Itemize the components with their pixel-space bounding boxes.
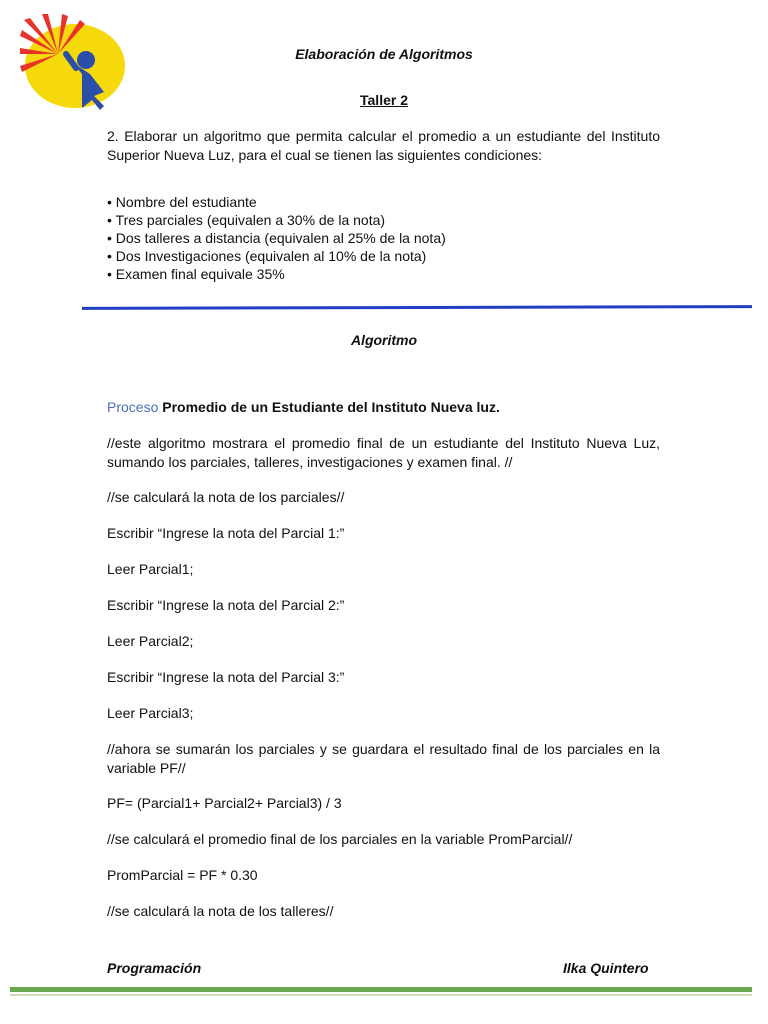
footer-author: Ilka Quintero (563, 960, 649, 976)
footer-bar-shadow (10, 994, 752, 996)
footer-bar (10, 987, 752, 992)
condition-item: • Dos Investigaciones (equivalen al 10% de la nota) (107, 248, 427, 264)
problem-statement: 2. Elaborar un algoritmo que permita calcular el promedio a un estudiante del Instituto Superior Nueva Luz, para el cual se tienen las siguientes condiciones: (107, 128, 660, 163)
code-comment-intro: //este algoritmo mostrara el promedio final de un estudiante del Instituto Nueva Luz, sumando los parciales, talleres, investigaciones y examen final. // (107, 435, 660, 470)
code-write-parcial2: Escribir “Ingrese la nota del Parcial 2:” (107, 597, 345, 613)
document-title: Elaboración de Algoritmos (295, 46, 473, 62)
section-title: Algoritmo (350, 332, 418, 348)
condition-item: • Examen final equivale 35% (107, 266, 285, 282)
workshop-title: Taller 2 (360, 92, 408, 108)
code-comment-sum: //ahora se sumarán los parciales y se guardara el resultado final de los parciales en la variable PF// (107, 741, 660, 776)
code-write-parcial1: Escribir “Ingrese la nota del Parcial 1:” (107, 525, 345, 541)
code-write-parcial3: Escribir “Ingrese la nota del Parcial 3:” (107, 669, 345, 685)
code-read-parcial1: Leer Parcial1; (107, 561, 194, 577)
process-header (107, 398, 500, 417)
process-name: Promedio de un Estudiante del Instituto Nueva luz. (162, 399, 500, 415)
code-comment-prom: //se calculará el promedio final de los parciales en la variable PromParcial// (107, 831, 573, 847)
process-keyword: Proceso (107, 399, 159, 415)
code-assign-prom: PromParcial = PF * 0.30 (107, 867, 258, 883)
code-assign-pf: PF= (Parcial1+ Parcial2+ Parcial3) / 3 (107, 795, 342, 811)
conditions-list (107, 193, 667, 283)
code-comment-talleres: //se calculará la nota de los talleres// (107, 903, 334, 919)
code-read-parcial2: Leer Parcial2; (107, 633, 194, 649)
code-comment-parciales: //se calculará la nota de los parciales// (107, 489, 345, 505)
code-read-parcial3: Leer Parcial3; (107, 705, 194, 721)
footer-subject: Programación (107, 960, 202, 976)
condition-item: • Dos talleres a distancia (equivalen al 25% de la nota) (107, 230, 446, 246)
condition-item: • Nombre del estudiante (107, 194, 257, 210)
section-divider (82, 305, 752, 310)
condition-item: • Tres parciales (equivalen a 30% de la nota) (107, 212, 386, 228)
